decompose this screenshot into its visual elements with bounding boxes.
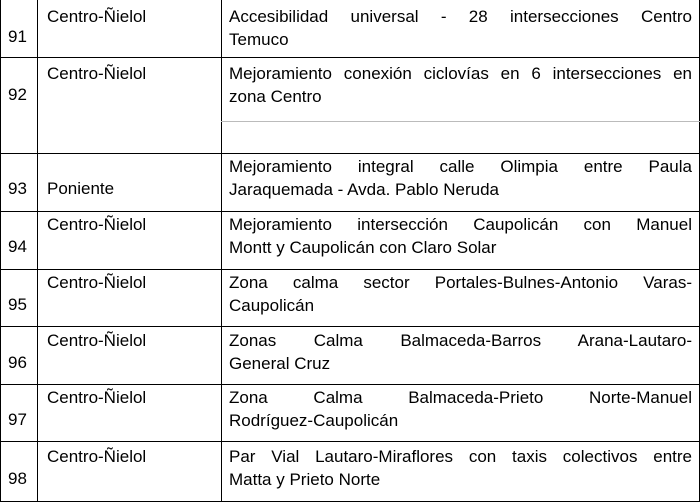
description-line: Accesibilidad universal - 28 intersecciones Centro (229, 7, 692, 26)
description-line: Jaraquemada - Avda. Pablo Neruda (229, 180, 499, 199)
row-description (229, 445, 692, 491)
row-divider (0, 441, 700, 442)
description-line: General Cruz (229, 354, 331, 373)
row-divider (0, 269, 700, 270)
row-divider (0, 384, 700, 385)
row-divider (0, 57, 700, 58)
description-line: Montt y Caupolicán con Claro Solar (229, 238, 497, 257)
row-description (229, 62, 692, 108)
row-description (229, 271, 692, 317)
row-number: 92 (8, 85, 27, 104)
row-description (229, 155, 692, 201)
row-number: 93 (8, 179, 27, 198)
row-area: Centro-Ñielol (47, 215, 147, 234)
cell-divider (221, 121, 700, 122)
row-area: Poniente (47, 179, 115, 198)
row-number: 96 (8, 353, 27, 372)
description-line: zona Centro (229, 87, 322, 106)
description-line: Mejoramiento intersección Caupolicán con Manuel (229, 215, 692, 234)
row-description (229, 329, 692, 375)
row-area: Centro-Ñielol (47, 331, 147, 350)
row-number: 95 (8, 295, 27, 314)
description-line: Mejoramiento integral calle Olimpia entre Paula (229, 157, 692, 176)
row-divider (0, 211, 700, 212)
row-number: 98 (8, 469, 27, 488)
column-divider (221, 0, 222, 502)
description-line: Zona Calma Balmaceda-Prieto Norte-Manuel (229, 388, 692, 407)
description-line: Temuco (229, 30, 289, 49)
row-number: 91 (8, 27, 27, 46)
description-line: Zona calma sector Portales-Bulnes-Antonio Varas- (229, 273, 692, 292)
row-divider (0, 153, 700, 154)
row-description (229, 5, 692, 51)
row-area: Centro-Ñielol (47, 273, 147, 292)
table-border-left (0, 0, 1, 502)
row-area: Centro-Ñielol (47, 7, 147, 26)
row-number: 97 (8, 410, 27, 429)
row-area: Centro-Ñielol (47, 388, 147, 407)
description-line: Zonas Calma Balmaceda-Barros Arana-Lautaro- (229, 331, 692, 350)
description-line: Par Vial Lautaro-Miraflores con taxis colectivos entre (229, 447, 692, 466)
description-line: Matta y Prieto Norte (229, 470, 381, 489)
row-area: Centro-Ñielol (47, 447, 147, 466)
description-line: Caupolicán (229, 296, 315, 315)
description-line: Rodríguez-Caupolicán (229, 411, 399, 430)
row-area: Centro-Ñielol (47, 64, 147, 83)
row-number: 94 (8, 237, 27, 256)
row-description (229, 213, 692, 259)
column-divider (37, 0, 38, 502)
description-line: Mejoramiento conexión ciclovías en 6 intersecciones en (229, 64, 692, 83)
row-divider (0, 326, 700, 327)
row-description (229, 386, 692, 432)
